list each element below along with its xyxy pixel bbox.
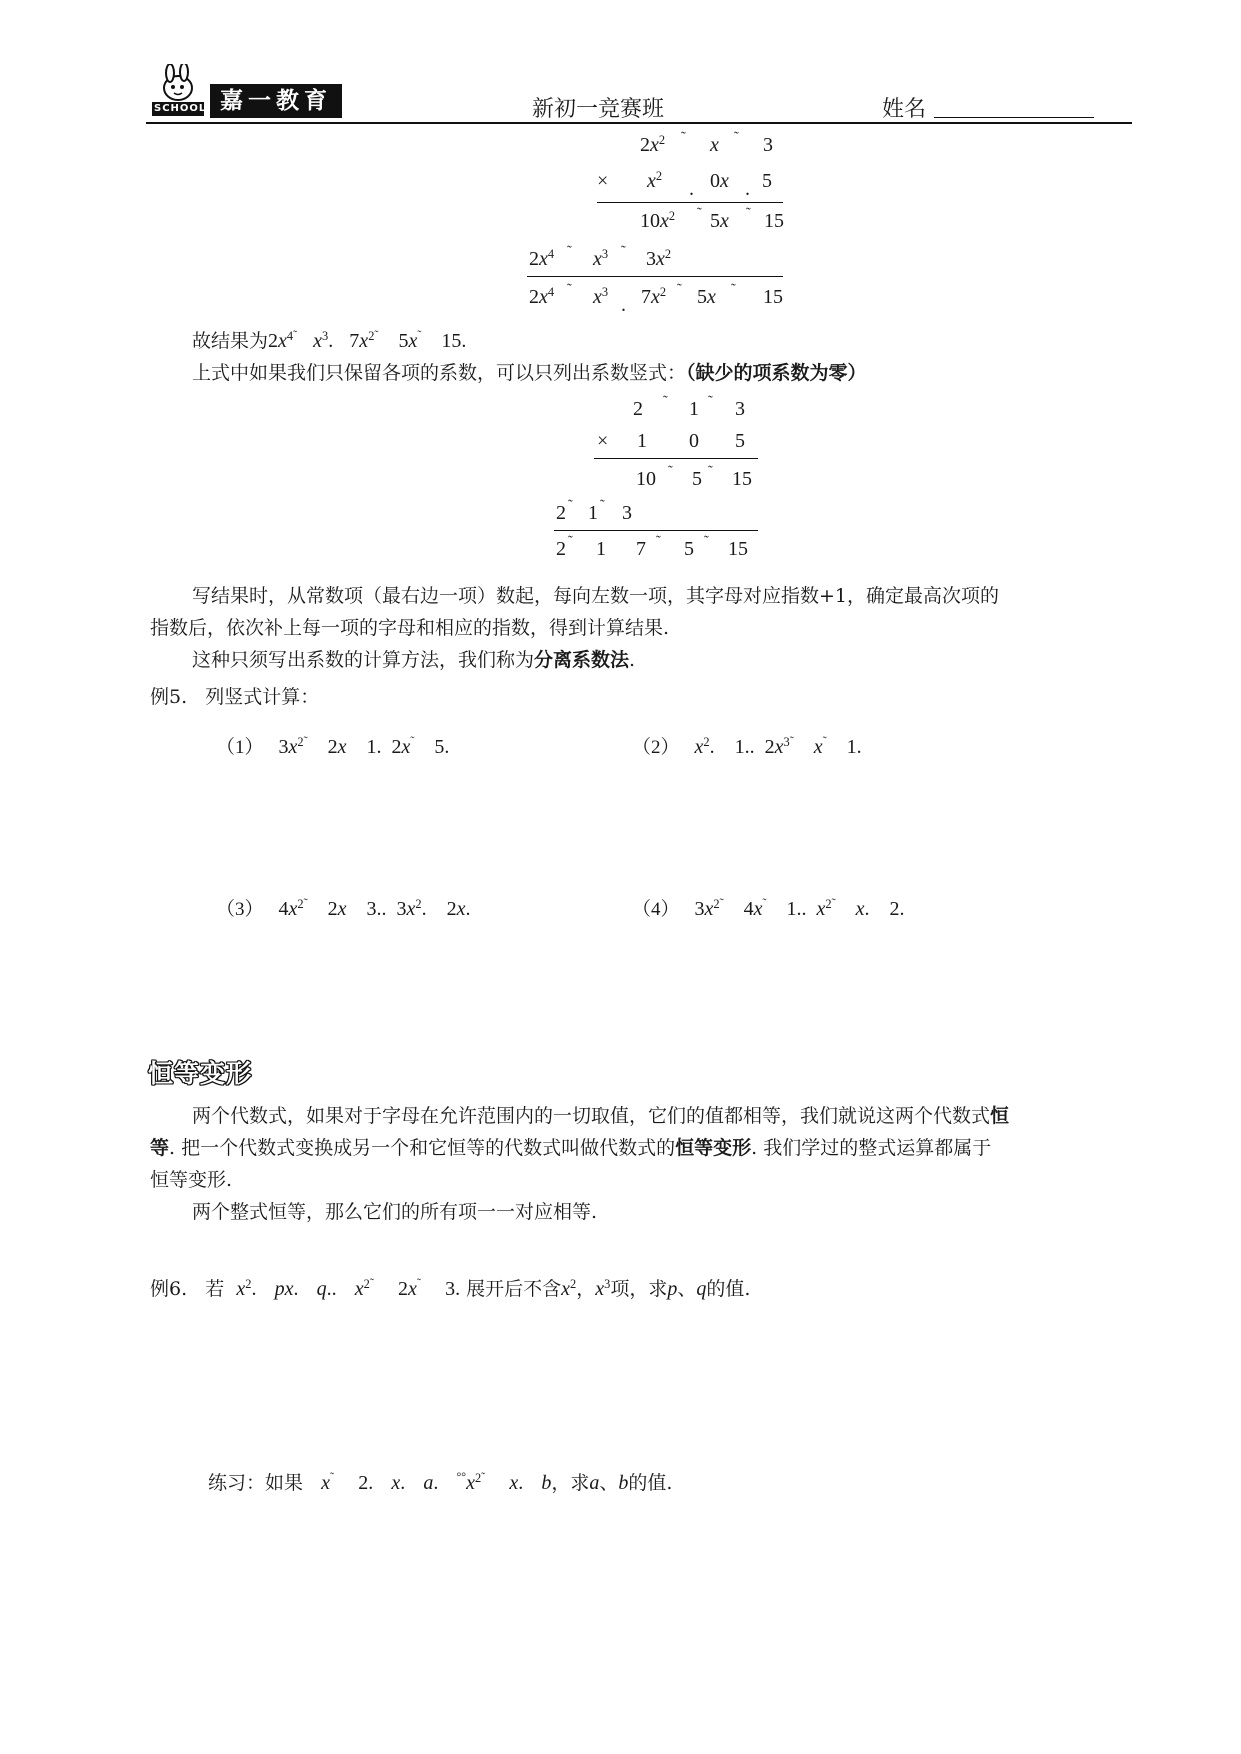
logo-text: SCHOOL — [154, 103, 207, 114]
v2-rule-2 — [554, 530, 758, 531]
v1-row-4: $2x^4$ ˜ $x^3$ ˜ $3x^2$ — [529, 244, 672, 270]
example5-title: 例5. 列竖式计算： — [150, 686, 320, 708]
v1-row-3: $10x^2$ ˜ 5x ˜ 15 — [640, 206, 784, 232]
write-result-paragraph: 写结果时，从常数项（最右边一项）数起，每向左数一项，其字母对应指数+1，确定最高次项的 指数后，依次补上每一项的字母和相应的指数，得到计算结果. 这种只须写出系数的计算方法，我们称为分离系数法. — [150, 585, 1000, 671]
example6: 例6. 若 $x^2$. px. q.. $x^{2˜}$ 2x˜ 3. 展开后不含$x^2$，$x^3$项，求p、q的值. — [150, 1275, 751, 1300]
v1-rule-1 — [597, 202, 783, 203]
v2-rule-1 — [594, 458, 758, 459]
example5-item-1: （1） $3x^{2˜}$ 2x 1. 2x˜ 5. — [216, 733, 450, 758]
v2-row-4: 2 ˜ 1 ˜ 3 — [556, 498, 632, 524]
result-line: 故结果为$2x^{4˜}$ $x^3$. $7x^{2˜}$ 5x˜ 15. — [192, 327, 467, 352]
header-rule — [146, 122, 1132, 124]
identity-definition-paragraph: 两个代数式，如果对于字母在允许范围内的一切取值，它们的值都相等，我们就说这两个代数式恒 等. 把一个代数式变换成另一个和它恒等的代数式叫做代数式的恒等变形. 我们学过的整式运算都属于 恒等变形. 两个整式恒等，那么它们的所有项一一对应相等. — [150, 1105, 1010, 1223]
name-label: 姓名 — [882, 97, 927, 122]
name-blank-line — [934, 117, 1094, 118]
v1-rule-2 — [527, 276, 783, 277]
v1-row-2: × $x^2$ . 0x . 5 — [597, 169, 772, 200]
practice-problem: 练习：如果 x˜ 2. x. a. $^{^\circ^\circ}x^{2˜}$ x. b，求a、b的值. — [208, 1469, 673, 1494]
example5-item-3: （3） $4x^{2˜}$ 2x 3.. $3x^2$. 2x. — [216, 895, 471, 920]
coefficient-intro: 上式中如果我们只保留各项的系数，可以只列出系数竖式：（缺少的项系数为零） — [192, 362, 867, 384]
school-logo — [148, 64, 208, 120]
v1-row-5: $2x^4$ ˜ $x^3$ . $7x^2$ ˜ 5x ˜ 15 — [529, 282, 783, 316]
v2-row-3: 10 ˜ 5 ˜ 15 — [636, 464, 752, 490]
v2-row-2: × 1 0 5 — [597, 430, 745, 452]
brand-name: 嘉一教育 — [210, 84, 342, 118]
course-title: 新初一竞赛班 — [532, 97, 665, 122]
section-heading-identity-transform: 恒等变形 — [148, 1059, 253, 1088]
v2-row-1: 2 ˜ 1 ˜ 3 — [633, 394, 745, 420]
v1-row-1: $2x^2$ ˜ x ˜ 3 — [640, 130, 773, 156]
example5-item-4: （4） $3x^{2˜}$ 4x˜ 1.. $x^{2˜}$ x. 2. — [632, 895, 905, 920]
v2-row-5: 2 ˜ 1 7 ˜ 5 ˜ 15 — [556, 534, 748, 560]
example5-item-2: （2） $x^2$. 1.. $2x^{3˜}$ x˜ 1. — [632, 733, 862, 758]
